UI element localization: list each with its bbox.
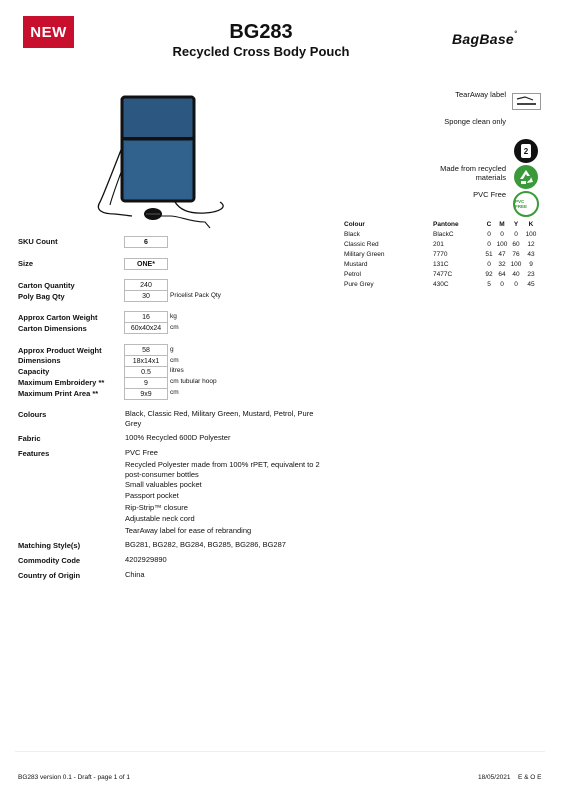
cmyk-k: 100 bbox=[525, 230, 537, 238]
carton-quantity-label: Carton Quantity bbox=[18, 281, 75, 290]
recycled-materials-text: Made from recycled materials bbox=[440, 164, 506, 182]
colour-table bbox=[344, 219, 539, 289]
cmyk-c: 5 bbox=[487, 280, 491, 288]
recycle-number-icon bbox=[514, 139, 538, 163]
pantone-code: 430C bbox=[433, 280, 449, 288]
colour-name: Mustard bbox=[344, 260, 368, 268]
pantone-code: 7477C bbox=[433, 270, 453, 278]
poly-bag-qty-value: 30 bbox=[124, 290, 168, 302]
feature-item: Adjustable neck cord bbox=[125, 514, 195, 523]
cmyk-m: 0 bbox=[500, 230, 504, 238]
commodity-code-value: 4202929890 bbox=[125, 555, 167, 564]
carton-quantity-value: 240 bbox=[124, 279, 168, 291]
matching-styles-value: BG281, BG282, BG284, BG285, BG286, BG287 bbox=[125, 540, 286, 549]
tearaway-label-text: TearAway label bbox=[455, 90, 506, 99]
product-weight-label: Approx Product Weight bbox=[18, 346, 102, 355]
dimensions-unit: cm bbox=[170, 357, 179, 364]
max-print-area-unit: cm bbox=[170, 389, 179, 396]
recycle-icon bbox=[514, 165, 538, 189]
carton-dimensions-value: 60x40x24 bbox=[124, 322, 168, 334]
max-print-area-label: Maximum Print Area ** bbox=[18, 389, 99, 398]
cmyk-y: 0 bbox=[514, 230, 518, 238]
cmyk-k: 23 bbox=[527, 270, 535, 278]
product-name: Recycled Cross Body Pouch bbox=[172, 44, 350, 59]
cmyk-c: 0 bbox=[487, 230, 491, 238]
brand-name: BagBase bbox=[452, 31, 515, 47]
carton-dimensions-unit: cm bbox=[170, 324, 179, 331]
max-embroidery-label: Maximum Embroidery ** bbox=[18, 378, 105, 387]
cmyk-m: 47 bbox=[498, 250, 506, 258]
sku-count-value: 6 bbox=[124, 236, 168, 248]
colours-label: Colours bbox=[18, 410, 47, 419]
capacity-unit: litres bbox=[170, 367, 184, 374]
product-weight-value: 58 bbox=[124, 344, 168, 356]
dimensions-value: 18x14x1 bbox=[124, 355, 168, 367]
cmyk-c: 51 bbox=[485, 250, 493, 258]
header-k: K bbox=[528, 220, 534, 228]
colour-row bbox=[344, 279, 539, 289]
pantone-code: 131C bbox=[433, 260, 449, 268]
cmyk-k: 12 bbox=[527, 240, 535, 248]
brand-mark: ° bbox=[514, 31, 518, 38]
commodity-code-label: Commodity Code bbox=[18, 556, 81, 565]
header-colour: Colour bbox=[344, 220, 365, 228]
colour-name: Classic Red bbox=[344, 240, 379, 248]
cmyk-m: 32 bbox=[498, 260, 506, 268]
cmyk-k: 43 bbox=[527, 250, 535, 258]
pvc-free-badge-text: PVC FREE bbox=[515, 199, 528, 209]
fabric-label: Fabric bbox=[18, 434, 41, 443]
pantone-code: BlackC bbox=[433, 230, 454, 238]
brand-logo bbox=[452, 31, 517, 47]
pantone-code: 201 bbox=[433, 240, 444, 248]
colour-row bbox=[344, 259, 539, 269]
size-value: ONE* bbox=[124, 258, 168, 270]
colour-name: Military Green bbox=[344, 250, 385, 258]
tearaway-icon bbox=[512, 93, 541, 110]
colour-row bbox=[344, 249, 539, 259]
product-weight-unit: g bbox=[170, 346, 174, 353]
header-y: Y bbox=[513, 220, 519, 228]
colour-row bbox=[344, 229, 539, 239]
cmyk-c: 0 bbox=[487, 260, 491, 268]
colour-table-header bbox=[344, 219, 539, 229]
footer-divider bbox=[15, 751, 545, 752]
colour-row bbox=[344, 239, 539, 249]
feature-item: Recycled Polyester made from 100% rPET, equivalent to 2 post-consumer bottles bbox=[125, 460, 320, 479]
cmyk-m: 0 bbox=[500, 280, 504, 288]
cmyk-y: 76 bbox=[512, 250, 520, 258]
country-of-origin-label: Country of Origin bbox=[18, 571, 81, 580]
cmyk-k: 45 bbox=[527, 280, 535, 288]
capacity-value: 0.5 bbox=[124, 366, 168, 378]
feature-item: Rip-Strip™ closure bbox=[125, 503, 188, 512]
header-c: C bbox=[486, 220, 492, 228]
footer-version: BG283 version 0.1 - Draft - page 1 of 1 bbox=[18, 774, 131, 781]
cmyk-y: 40 bbox=[512, 270, 520, 278]
poly-bag-qty-unit: Pricelist Pack Qty bbox=[170, 292, 221, 299]
carton-dimensions-label: Carton Dimensions bbox=[18, 324, 87, 333]
cmyk-m: 100 bbox=[496, 240, 508, 248]
header-m: M bbox=[499, 220, 505, 228]
product-image bbox=[80, 92, 240, 232]
recycle-number: 2 bbox=[521, 144, 531, 158]
size-label: Size bbox=[18, 259, 34, 268]
feature-item: PVC Free bbox=[125, 448, 158, 457]
colour-name: Black bbox=[344, 230, 360, 238]
colour-row bbox=[344, 269, 539, 279]
colours-value: Black, Classic Red, Military Green, Mustard, Petrol, Pure Grey bbox=[125, 409, 314, 428]
carton-weight-unit: kg bbox=[170, 313, 177, 320]
carton-weight-label: Approx Carton Weight bbox=[18, 313, 98, 322]
product-code: BG283 bbox=[229, 21, 293, 43]
cmyk-y: 100 bbox=[510, 260, 522, 268]
cmyk-c: 92 bbox=[485, 270, 493, 278]
new-badge: NEW bbox=[23, 16, 74, 48]
cmyk-y: 0 bbox=[514, 280, 518, 288]
capacity-label: Capacity bbox=[18, 367, 50, 376]
sponge-clean-text: Sponge clean only bbox=[444, 117, 506, 126]
fabric-value: 100% Recycled 600D Polyester bbox=[125, 433, 231, 442]
carton-weight-value: 16 bbox=[124, 311, 168, 323]
header-pantone: Pantone bbox=[433, 220, 459, 228]
cmyk-m: 64 bbox=[498, 270, 506, 278]
cmyk-k: 9 bbox=[529, 260, 533, 268]
feature-item: Passport pocket bbox=[125, 491, 179, 500]
country-of-origin-value: China bbox=[125, 570, 145, 579]
max-embroidery-unit: cm tubular hoop bbox=[170, 378, 217, 385]
footer-date: 18/05/2021 bbox=[478, 774, 511, 781]
feature-item: TearAway label for ease of rebranding bbox=[125, 526, 252, 535]
features-label: Features bbox=[18, 449, 50, 458]
pvc-free-icon bbox=[513, 191, 539, 217]
max-print-area-value: 9x9 bbox=[124, 388, 168, 400]
matching-styles-label: Matching Style(s) bbox=[18, 541, 81, 550]
colour-name: Pure Grey bbox=[344, 280, 374, 288]
colour-name: Petrol bbox=[344, 270, 361, 278]
pantone-code: 7770 bbox=[433, 250, 448, 258]
footer-eoe: E & O E bbox=[518, 774, 542, 781]
cmyk-y: 60 bbox=[512, 240, 520, 248]
cmyk-c: 0 bbox=[487, 240, 491, 248]
sku-count-label: SKU Count bbox=[18, 237, 58, 246]
poly-bag-qty-label: Poly Bag Qty bbox=[18, 292, 65, 301]
pvc-free-text: PVC Free bbox=[473, 190, 506, 199]
feature-item: Small valuables pocket bbox=[125, 480, 202, 489]
max-embroidery-value: 9 bbox=[124, 377, 168, 389]
dimensions-label: Dimensions bbox=[18, 356, 61, 365]
